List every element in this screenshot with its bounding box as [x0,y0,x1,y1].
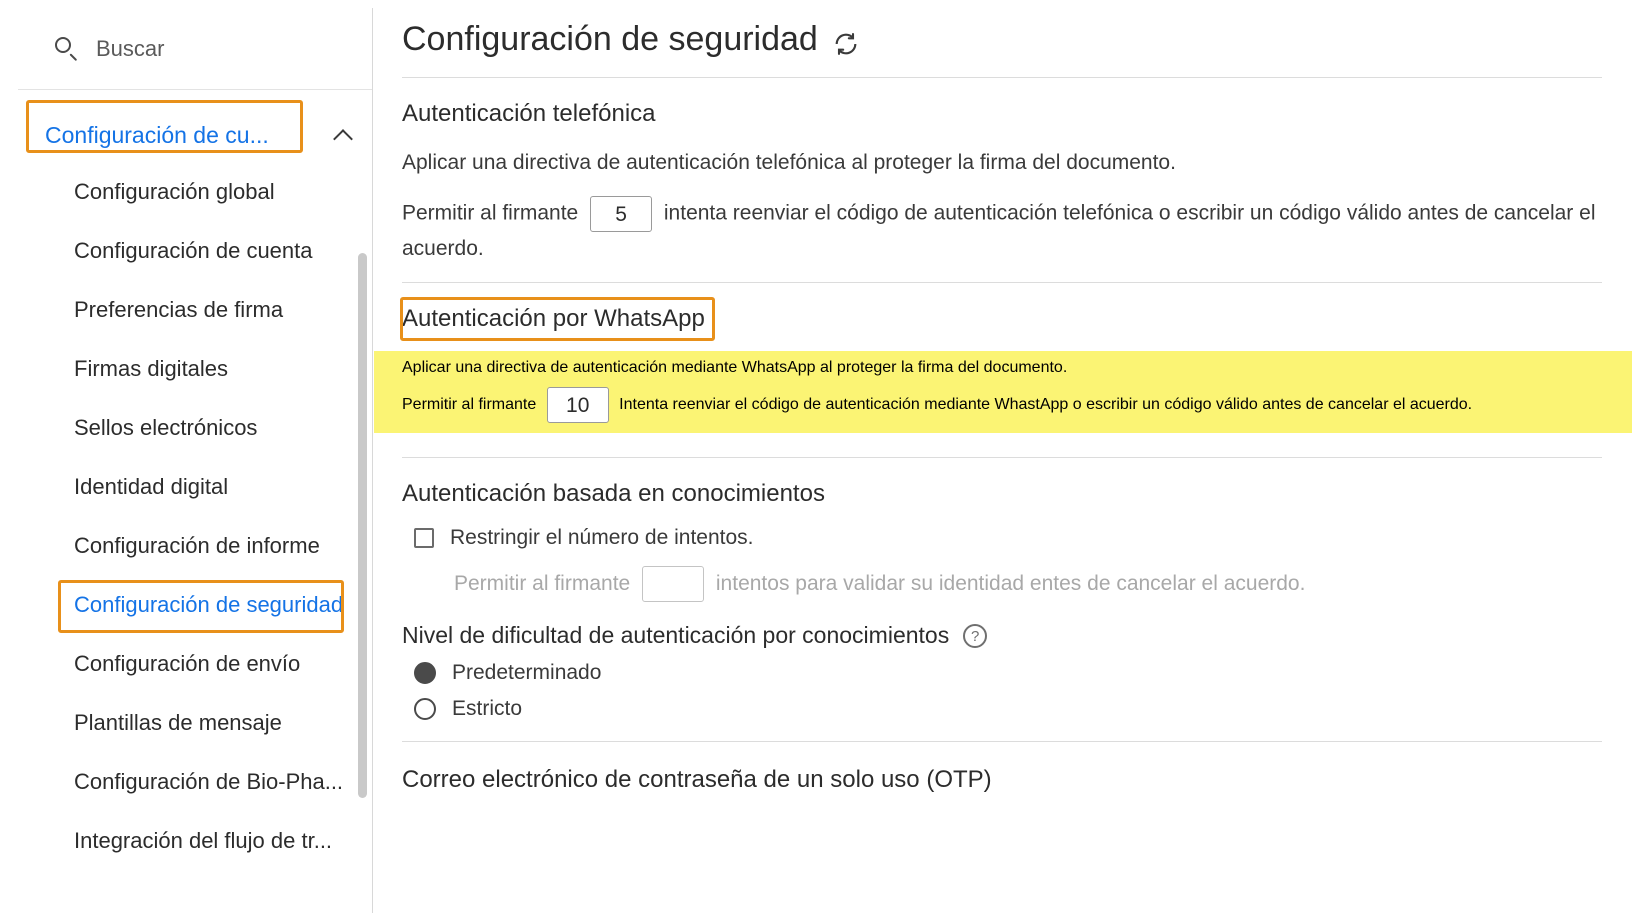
sidebar-item-integracion-del-flujo-de-trabajo[interactable] [18,811,372,870]
chevron-up-icon[interactable] [334,126,352,144]
kba-heading: Autenticación basada en conocimientos [402,480,825,507]
whatsapp-auth-highlight [374,351,1632,433]
kba-option-estricto[interactable] [414,697,1602,721]
sidebar-item-label: Configuración de cuenta [74,237,313,263]
whatsapp-auth-description: Aplicar una directiva de autenticación mediante WhatsApp al proteger la firma del documento. [402,359,1068,376]
phone-auth-attempts-prefix: Permitir al firmante [402,201,579,225]
divider [402,77,1602,78]
kba-restrict-attempts-row[interactable] [414,526,1602,550]
sidebar-item-configuracion-de-informe[interactable] [18,516,372,575]
sidebar-item-label: Firmas digitales [74,355,229,381]
section-phone-authentication [374,100,1632,266]
sidebar-item-configuracion-de-envio[interactable] [18,634,372,693]
kba-attempts-input[interactable] [642,566,704,602]
sidebar-item-label: Integración del flujo de tr... [74,827,333,853]
sidebar-item-label: Sellos electrónicos [74,414,258,440]
whatsapp-auth-attempts-line [374,387,1632,423]
sidebar-item-label: Identidad digital [74,473,229,499]
kba-option-label: Predeterminado [452,661,602,684]
sidebar-item-configuracion-de-seguridad[interactable] [18,575,372,634]
whatsapp-auth-attempts-input[interactable]: 10 [547,387,609,423]
kba-restrict-attempts-label: Restringir el número de intentos. [450,526,754,549]
search-icon [54,36,80,62]
sidebar-item-sellos-electronicos[interactable] [18,398,372,457]
whatsapp-auth-heading: Autenticación por WhatsApp [402,305,705,332]
divider [402,457,1602,458]
sidebar-item-firmas-digitales[interactable] [18,339,372,398]
kba-difficulty-label: Nivel de dificultad de autenticación por conocimientos [402,622,950,648]
divider [402,741,1602,742]
sidebar-item-plantillas-de-mensaje[interactable] [18,693,372,752]
sidebar-group-account-settings[interactable] [18,108,372,162]
phone-auth-attempts-line [402,196,1602,266]
sidebar-item-label: Plantillas de mensaje [74,709,282,735]
phone-auth-description: Aplicar una directiva de autenticación telefónica al proteger la firma del documento. [402,151,1176,174]
kba-attempts-suffix: intentos para validar su identidad entes de cancelar el acuerdo. [715,572,1306,595]
sidebar-item-configuracion-global[interactable] [18,162,372,221]
page-title: Configuración de seguridad [402,20,818,58]
kba-restrict-attempts-checkbox[interactable] [414,528,434,548]
search-placeholder: Buscar [96,35,165,61]
whatsapp-auth-attempts-suffix: Intenta reenviar el código de autenticación mediante WhastApp o escribir un código válido antes de cancelar el acuerdo. [619,396,1473,414]
page-title-row [374,8,1632,77]
phone-auth-attempts-input[interactable]: 5 [590,196,652,232]
section-knowledge-based-authentication [374,480,1632,721]
sidebar [18,8,373,913]
kba-option-label: Estricto [452,697,523,720]
otp-heading: Correo electrónico de contraseña de un solo uso (OTP) [402,766,992,793]
kba-attempts-prefix: Permitir al firmante [454,572,631,595]
search-input[interactable] [18,8,372,90]
main-panel [374,8,1632,913]
kba-attempts-line [454,564,1602,604]
sidebar-item-preferencias-de-firma[interactable] [18,280,372,339]
radio-selected-icon[interactable] [414,662,436,684]
sidebar-item-label: Preferencias de firma [74,296,284,322]
phone-auth-attempts-suffix: intenta reenviar el código de autenticación telefónica o escribir un código válido antes de cancelar el acuerdo. [402,201,1596,260]
phone-auth-heading: Autenticación telefónica [402,100,656,127]
kba-option-predeterminado[interactable] [414,661,1602,685]
sidebar-item-label: Configuración de envío [74,650,301,676]
radio-unselected-icon[interactable] [414,698,436,720]
sidebar-item-configuracion-de-bio-pharma[interactable] [18,752,372,811]
section-whatsapp-authentication [374,283,1632,351]
whatsapp-auth-attempts-prefix: Permitir al firmante [402,396,537,414]
sidebar-scrollbar[interactable] [358,253,367,798]
sidebar-group-label: Configuración de cu... [45,121,269,148]
sidebar-item-label: Configuración global [74,178,275,204]
help-icon[interactable]: ? [963,624,987,648]
sidebar-item-label: Configuración de informe [74,532,320,558]
sidebar-item-identidad-digital[interactable] [18,457,372,516]
kba-difficulty-label-row [402,622,1602,649]
refresh-icon[interactable] [832,30,860,58]
sidebar-item-label: Configuración de seguridad [74,591,344,617]
sidebar-item-configuracion-de-cuenta[interactable] [18,221,372,280]
sidebar-item-label: Configuración de Bio-Pha... [74,768,344,794]
